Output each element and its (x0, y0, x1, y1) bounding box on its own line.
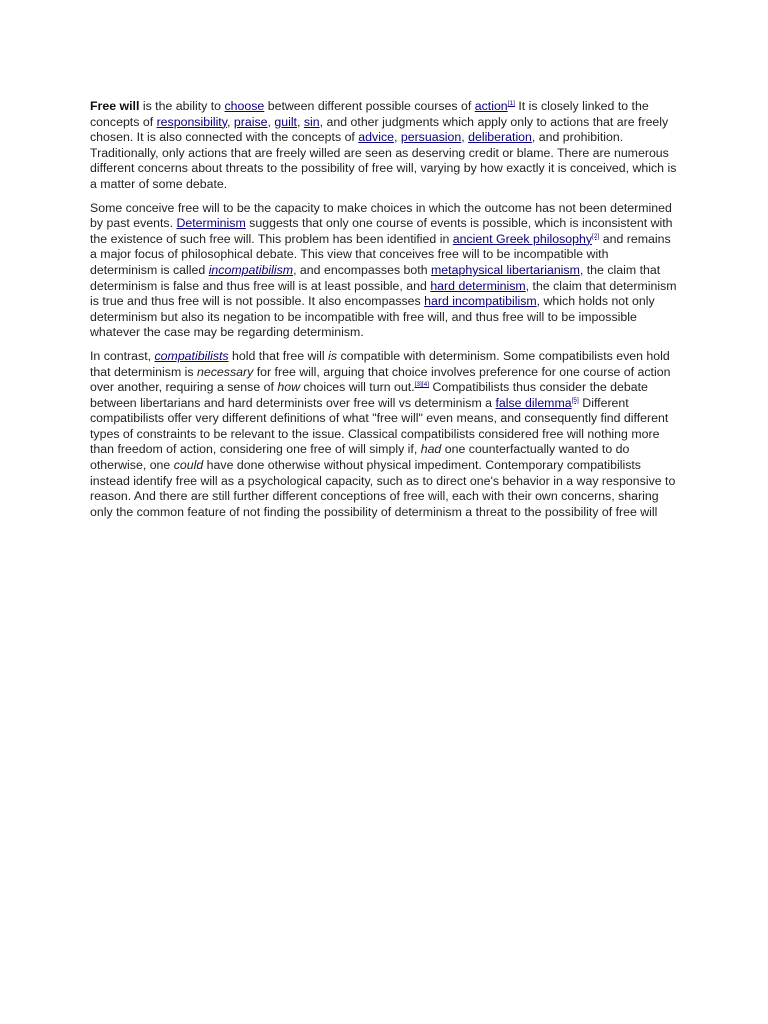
link-incompatibilism[interactable] (209, 263, 293, 277)
link-praise[interactable]: praise (233, 114, 268, 129)
text: between different possible courses of (264, 99, 475, 113)
text: , the claim that determinism is true and thus free will is not possible. It also encompasses (90, 278, 677, 309)
text: , (297, 114, 304, 129)
paragraph-intro (90, 99, 678, 193)
link-persuasion[interactable]: persuasion (400, 130, 462, 145)
emphasis-how: how (277, 380, 300, 395)
link-hard-determinism[interactable]: hard determinism (430, 278, 526, 293)
link-hard-incompatibilism[interactable]: hard incompatibilism (424, 294, 537, 309)
article-body (90, 99, 678, 528)
text: for free will, arguing that choice involves preference for one course of action over another, requiring a sense of (90, 364, 671, 395)
text: In contrast, (90, 348, 155, 363)
link-ancient-greek-philosophy[interactable]: ancient Greek philosophy (452, 231, 593, 246)
emphasis-is: is (328, 348, 338, 363)
link-metaphysical-libertarianism[interactable]: metaphysical libertarianism (431, 262, 580, 277)
ref-3-4[interactable] (415, 381, 429, 388)
text: hold that free will (228, 348, 329, 363)
text: Different compatibilists offer very different definitions of what "free will" even means, and consequently find different types of constraints to be relevant to the issue. Classical compatibilists considered free will nothing more than freedom of action, considering one free of will simply if, (90, 395, 669, 457)
ref-5[interactable] (572, 397, 579, 404)
ref-1-link[interactable]: [1] (507, 100, 515, 107)
ref-1[interactable] (508, 100, 515, 107)
ref-3-4-link[interactable]: [3][4] (414, 381, 430, 389)
text: Some conceive free will to be the capacity to make choices in which the outcome has not been determined by past events. (90, 200, 672, 231)
text: , (393, 130, 401, 145)
link-incompatibilism-text: incompatibilism (208, 262, 294, 277)
ref-5-link[interactable]: [5] (571, 396, 579, 404)
emphasis-necessary: necessary (197, 364, 254, 379)
link-advice[interactable]: advice (358, 130, 394, 145)
link-compatibilists[interactable] (155, 349, 229, 363)
link-guilt[interactable]: guilt (274, 114, 297, 129)
text: compatible with determinism. Some compatibilists even hold that determinism is (90, 348, 670, 379)
text: and remains a major focus of philosophical debate. This view that conceives free will to be incompatible with determinism is called (90, 231, 671, 277)
text: , and other judgments which apply only to actions that are freely chosen. It is also connected with the concepts of (90, 114, 669, 145)
text: suggests that only one course of events is possible, which is inconsistent with the existence of such free will. This problem has been identified in (90, 216, 673, 246)
link-action[interactable]: action (474, 99, 508, 113)
paragraph-incompatibilism (90, 201, 678, 341)
text: choices will turn out. (300, 380, 415, 395)
link-sin[interactable]: sin (303, 114, 320, 129)
link-choose[interactable]: choose (224, 99, 265, 113)
link-false-dilemma[interactable]: false dilemma (495, 395, 572, 410)
text: have done otherwise without physical impediment. Contemporary compatibilists instead identify free will as a psychological capacity, such as to direct one's behavior in a way responsive to reason. And there are still further different conceptions of free will, each with their own concerns, sharing only the common feature of not finding the possibility of determinism a threat to the possibility of free will (90, 458, 676, 519)
text: , which holds not only determinism but also its negation to be incompatible with free will, and thus free will to be impossible whatever the case may be regarding determinism. (90, 294, 655, 340)
text: Compatibilists thus consider the debate between libertarians and hard determinists over free will vs determinism a (90, 380, 648, 410)
link-deliberation[interactable]: deliberation (468, 130, 532, 145)
link-determinism[interactable]: Determinism (176, 216, 246, 231)
text: , and prohibition. Traditionally, only actions that are freely willed are seen as deserving credit or blame. There are numerous different concerns about threats to the possibility of free will, varying by how exactly it is conceived, which is a matter of some debate. (90, 130, 677, 191)
ref-2-link[interactable]: [2] (592, 232, 600, 240)
emphasis-could: could (173, 458, 204, 473)
text: , (227, 114, 234, 129)
text: one counterfactually wanted to do otherwise, one (90, 442, 630, 473)
text: , the claim that determinism is false and thus free will is at least possible, and (90, 262, 661, 293)
paragraph-compatibilism (90, 349, 678, 521)
text: , and encompasses both (293, 262, 432, 277)
emphasis-had: had (420, 442, 442, 457)
link-responsibility[interactable]: responsibility (156, 114, 227, 129)
text: , (461, 130, 469, 145)
text: is the ability to (139, 99, 225, 113)
term-free-will: Free will (90, 99, 140, 113)
text: It is closely linked to the concepts of (90, 99, 649, 129)
text: , (267, 114, 275, 129)
link-compatibilists-text: compatibilists (154, 348, 229, 363)
